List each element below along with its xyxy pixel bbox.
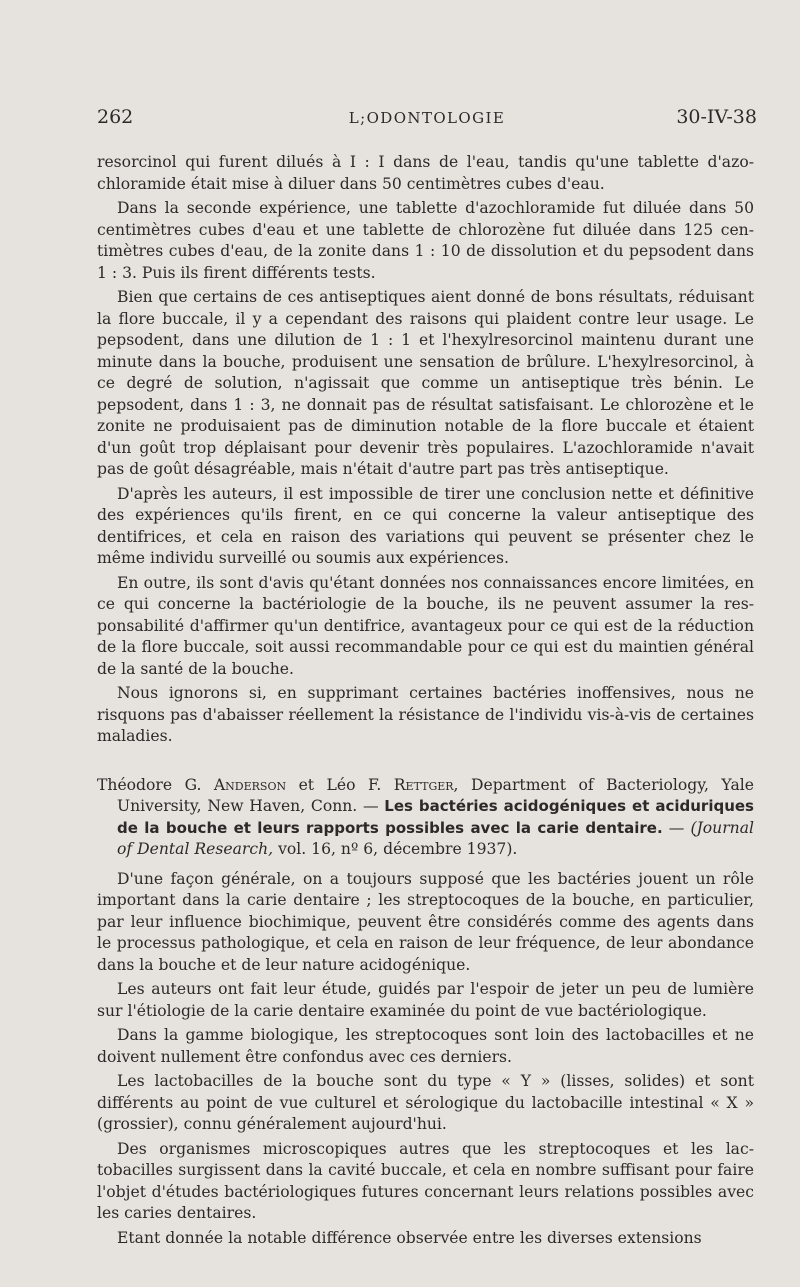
author2-last: Rettger — [393, 775, 454, 794]
author2-first: Léo F. — [326, 775, 382, 794]
affiliation: , Department of Bacteriology, Yale University, New Haven, Conn. — — [117, 775, 755, 815]
source-journal: (Journal of Dental Research, — [117, 818, 754, 858]
paragraph: Nous ignorons si, en supprimant certaines bactéries inoffensives, nous ne risquons pas d'abaisser réellement la résistance de l'individu vis-à-vis de certaines maladies. — [97, 684, 754, 745]
paragraph: Les lactobacilles de la bouche sont du type « Y » (lisses, solides) et sont différents au point de vue culturel et sérologique du lactobacille intestinal « X » (grossier), connu généralement aujourd'hui. — [97, 1072, 754, 1133]
paragraph: D'une façon générale, on a toujours supposé que les bactéries jouent un rôle important dans la carie dentaire ; les streptocoques de la bouche, en particulier, par leur influence biochimique, peuvent être considérés comme des agents dans le processus pathologique, et cela en raison de leur fréquence, de leur abondance dans la bouche et de leur nature acidogénique. — [97, 869, 754, 974]
author-conjunction: et — [298, 775, 315, 794]
paragraph: En outre, ils sont d'avis qu'étant données nos connaissances encore limitées, en ce qui concerne la bactériologie de la bouche, ils ne peuvent assumer la responsabilité d'affirmer qu'un dentifrice, avantageux pour ce qui est de la réduction de la flore buccale, soit aussi recommandable pour ce qui est du maintien général de la santé de la bouche. — [97, 573, 754, 678]
paragraph: resorcinol qui furent dilués à I : I dans de l'eau, tandis qu'une tablette d'azochloramide était mise à diluer dans 50 centimètres cubes d'eau. — [97, 153, 754, 193]
body-text — [97, 152, 754, 1249]
citation: vol. 16, nº 6, décembre 1937). — [278, 840, 518, 858]
journal-title: L;ODONTOLOGIE — [348, 109, 506, 127]
paragraph: Des organismes microscopiques autres que les streptocoques et les lactobacilles surgissent dans la cavité buccale, et cela en nombre suffisant pour faire l'objet d'études bactériologiques futures concernant leurs relations possibles avec les caries dentaires. — [97, 1139, 754, 1222]
author1-last: Anderson — [213, 775, 287, 794]
author1-first: Théodore G. — [97, 775, 202, 794]
paragraph: Dans la seconde expérience, une tablette d'azochloramide fut diluée dans 50 centimètres cubes d'eau et une tablette de chlorozène fut diluée dans 125 centimètres cubes d'eau, de la zonite dans 1 : 10 de dissolution et du pepsodent dans 1 : 3. Puis ils firent différents tests. — [97, 199, 754, 282]
running-header — [97, 106, 757, 134]
article-title: Les bactéries acidogéniques et aciduriques de la bouche et leurs rapports possibles avec la carie dentaire. — [117, 797, 754, 837]
paragraph: Bien que certains de ces antiseptiques aient donné de bons résultats, réduisant la flore buccale, il y a cependant des raisons qui plaident contre leur usage. Le pepsodent, dans une dilution de 1 : 1 et l'hexylresorcinol maintenu durant une minute dans la bouche, produisent une sensation de brûlure. L'hexylresorcinol, à ce degré de solution, n'agissait que comme un antiseptique très bénin. Le pepsodent, dans 1 : 3, ne donnait pas de résultat satisfaisant. Le chlorozène et le zonite ne produisaient pas de diminution notable de la flore buccale et étaient d'un goût trop déplaisant pour devenir très populaires. L'azochloramide n'avait pas de goût désagréable, mais n'était d'autre part pas très antiseptique. — [97, 288, 754, 478]
paragraph: Dans la gamme biologique, les streptocoques sont loin des lactobacilles et ne doivent nullement être confondus avec ces derniers. — [97, 1026, 754, 1066]
paragraph: Les auteurs ont fait leur étude, guidés par l'espoir de jeter un peu de lumière sur l'étiologie de la carie dentaire examinée du point de vue bactériologique. — [97, 980, 754, 1020]
dash: — — [668, 818, 685, 837]
page-number: 262 — [97, 106, 134, 128]
paragraph: D'après les auteurs, il est impossible de tirer une conclusion nette et définitive des expériences qu'ils firent, en ce qui concerne la valeur antiseptique des dentifrices, et cela en raison des variations qui peuvent se présenter chez le même individu surveillé ou soumis aux expériences. — [97, 484, 754, 567]
paragraph: Etant donnée la notable différence observée entre les diverses extensions — [117, 1228, 702, 1247]
issue-date: 30-IV-38 — [676, 106, 757, 128]
bibliographic-reference — [97, 775, 754, 861]
